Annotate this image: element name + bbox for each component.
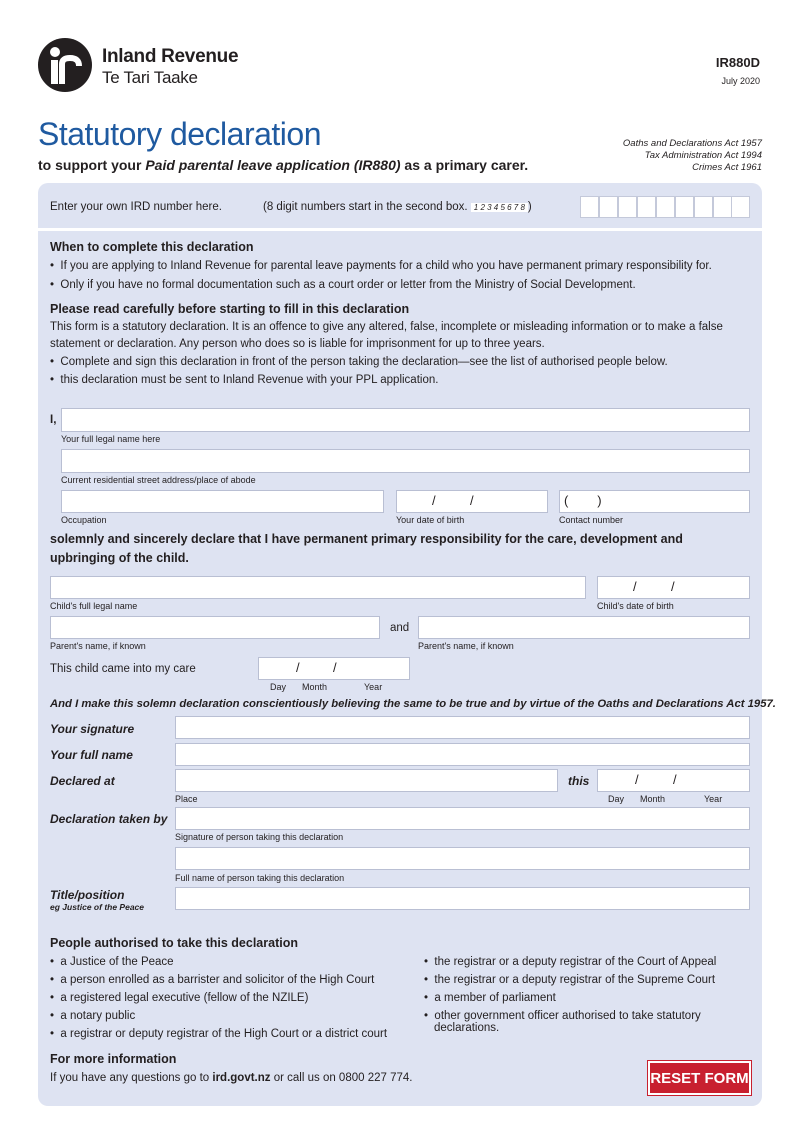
field-label: Your date of birth: [396, 515, 465, 525]
full-name-field[interactable]: [61, 408, 750, 432]
address-field[interactable]: [61, 449, 750, 473]
form-date: July 2020: [721, 76, 760, 86]
act-reference: Tax Administration Act 1994: [644, 150, 762, 161]
dob-field[interactable]: / /: [396, 490, 548, 513]
list-item: • a Justice of the Peace: [50, 956, 174, 968]
title-field[interactable]: [175, 887, 750, 910]
title-hint: eg Justice of the Peace: [50, 902, 145, 912]
more-info-text: If you have any questions go to ird.govt.nz or call us on 0800 227 774.: [50, 1072, 413, 1084]
year-label: Year: [704, 794, 723, 804]
field-label: Child's full legal name: [50, 601, 138, 611]
field-label: Parent's name, if known: [418, 641, 514, 651]
taker-signature-field[interactable]: [175, 807, 750, 830]
ird-digit-box[interactable]: [694, 196, 713, 218]
ird-link[interactable]: ird.govt.nz: [212, 1072, 271, 1084]
brand-name-maori: Te Tari Taake: [102, 68, 198, 87]
taker-name-field[interactable]: [175, 847, 750, 870]
i-label: I,: [50, 414, 57, 426]
ird-digit-box[interactable]: [675, 196, 694, 218]
declaration-statement: solemnly and sincerely declare that I have permanent primary responsibility for the care, development and: [50, 532, 683, 546]
list-item: • Complete and sign this declaration in front of the person taking the declaration—see the list of authorised people below.: [50, 356, 668, 368]
when-heading: When to complete this declaration: [50, 240, 254, 254]
declared-at-label: Declared at: [50, 774, 115, 788]
this-label: this: [568, 774, 590, 788]
taken-by-label: Declaration taken by: [50, 812, 168, 826]
read-text: This form is a statutory declaration. It is an offence to give any altered, false, incomplete or misleading information or to make a false: [50, 321, 723, 333]
ird-digit-box[interactable]: [637, 196, 656, 218]
read-heading: Please read carefully before starting to fill in this declaration: [50, 302, 410, 316]
declaration-statement: upbringing of the child.: [50, 551, 189, 565]
parent2-name-field[interactable]: [418, 616, 750, 639]
field-label: Parent's name, if known: [50, 641, 146, 651]
act-reference: Oaths and Declarations Act 1957: [622, 138, 762, 149]
signature-label: Your signature: [50, 722, 135, 736]
day-label: Day: [608, 794, 625, 804]
list-item: • If you are applying to Inland Revenue for parental leave payments for a child who you have permanent primary responsibility for.: [50, 260, 712, 272]
field-label: Place: [175, 794, 198, 804]
year-label: Year: [364, 682, 383, 692]
ird-hint: (8 digit numbers start in the second box. 1 2 3 4 5 6 7 8 ): [263, 201, 532, 213]
authorised-heading: People authorised to take this declaration: [50, 936, 298, 950]
signature-field[interactable]: [175, 716, 750, 739]
read-text: statement or declaration. Any person who does so is liable for imprisonment for up to three years.: [50, 338, 545, 350]
care-label: This child came into my care: [50, 663, 196, 675]
ird-label: Enter your own IRD number here.: [50, 201, 222, 213]
list-item: • the registrar or a deputy registrar of the Supreme Court: [424, 974, 716, 986]
declarant-name-field[interactable]: [175, 743, 750, 766]
list-item: • Only if you have no formal documentation such as a court order or letter from the Ministry of Social Development.: [50, 279, 636, 291]
care-date-field[interactable]: / /: [258, 657, 410, 680]
month-label: Month: [302, 682, 328, 692]
brand-name: Inland Revenue: [102, 46, 239, 67]
list-item: • the registrar or a deputy registrar of the Court of Appeal: [424, 956, 717, 968]
reset-form-button[interactable]: RESET FORM: [648, 1061, 751, 1095]
ird-digit-box[interactable]: [580, 196, 599, 218]
occupation-field[interactable]: [61, 490, 384, 513]
field-label: Your full legal name here: [61, 434, 161, 444]
ird-digit-box[interactable]: [731, 196, 750, 218]
field-label: Contact number: [559, 515, 624, 525]
title-label: Title/position: [50, 888, 125, 902]
field-label: Current residential street address/place of abode: [61, 475, 256, 485]
child-name-field[interactable]: [50, 576, 586, 599]
parent1-name-field[interactable]: [50, 616, 380, 639]
field-label: Signature of person taking this declaration: [175, 832, 344, 842]
field-label: Full name of person taking this declaration: [175, 873, 345, 883]
list-item: • other government officer authorised to take statutory declarations.: [424, 1010, 701, 1034]
ird-digit-box[interactable]: [656, 196, 675, 218]
day-label: Day: [270, 682, 287, 692]
place-field[interactable]: [175, 769, 558, 792]
contact-field[interactable]: ( ): [559, 490, 750, 513]
form-code: IR880D: [715, 55, 760, 70]
field-label: Occupation: [61, 515, 107, 525]
list-item: • a registrar or deputy registrar of the High Court or a district court: [50, 1028, 388, 1040]
ird-digit-box[interactable]: [713, 196, 732, 218]
ird-digit-box[interactable]: [599, 196, 618, 218]
declared-date-field[interactable]: / /: [597, 769, 750, 792]
field-label: Child's date of birth: [597, 601, 674, 611]
child-dob-field[interactable]: / /: [597, 576, 750, 599]
list-item: • this declaration must be sent to Inland Revenue with your PPL application.: [50, 374, 439, 386]
more-info-heading: For more information: [50, 1052, 177, 1066]
solemn-statement: And I make this solemn declaration conscientiously believing the same to be true and by virtue of the Oaths and Declarations Act 1957.: [50, 698, 776, 710]
act-reference: Crimes Act 1961: [692, 162, 762, 173]
and-label: and: [390, 622, 410, 634]
list-item: • a member of parliament: [424, 992, 556, 1004]
list-item: • a person enrolled as a barrister and solicitor of the High Court: [50, 974, 375, 986]
page-title: Statutory declaration: [38, 116, 321, 152]
ir-logo: [38, 38, 92, 92]
ird-digit-box[interactable]: [618, 196, 637, 218]
list-item: • a notary public: [50, 1010, 136, 1022]
list-item: • a registered legal executive (fellow of the NZILE): [50, 992, 309, 1004]
month-label: Month: [640, 794, 666, 804]
fullname-label: Your full name: [50, 748, 133, 762]
page-subtitle: to support your Paid parental leave application (IR880) as a primary carer.: [38, 157, 529, 173]
